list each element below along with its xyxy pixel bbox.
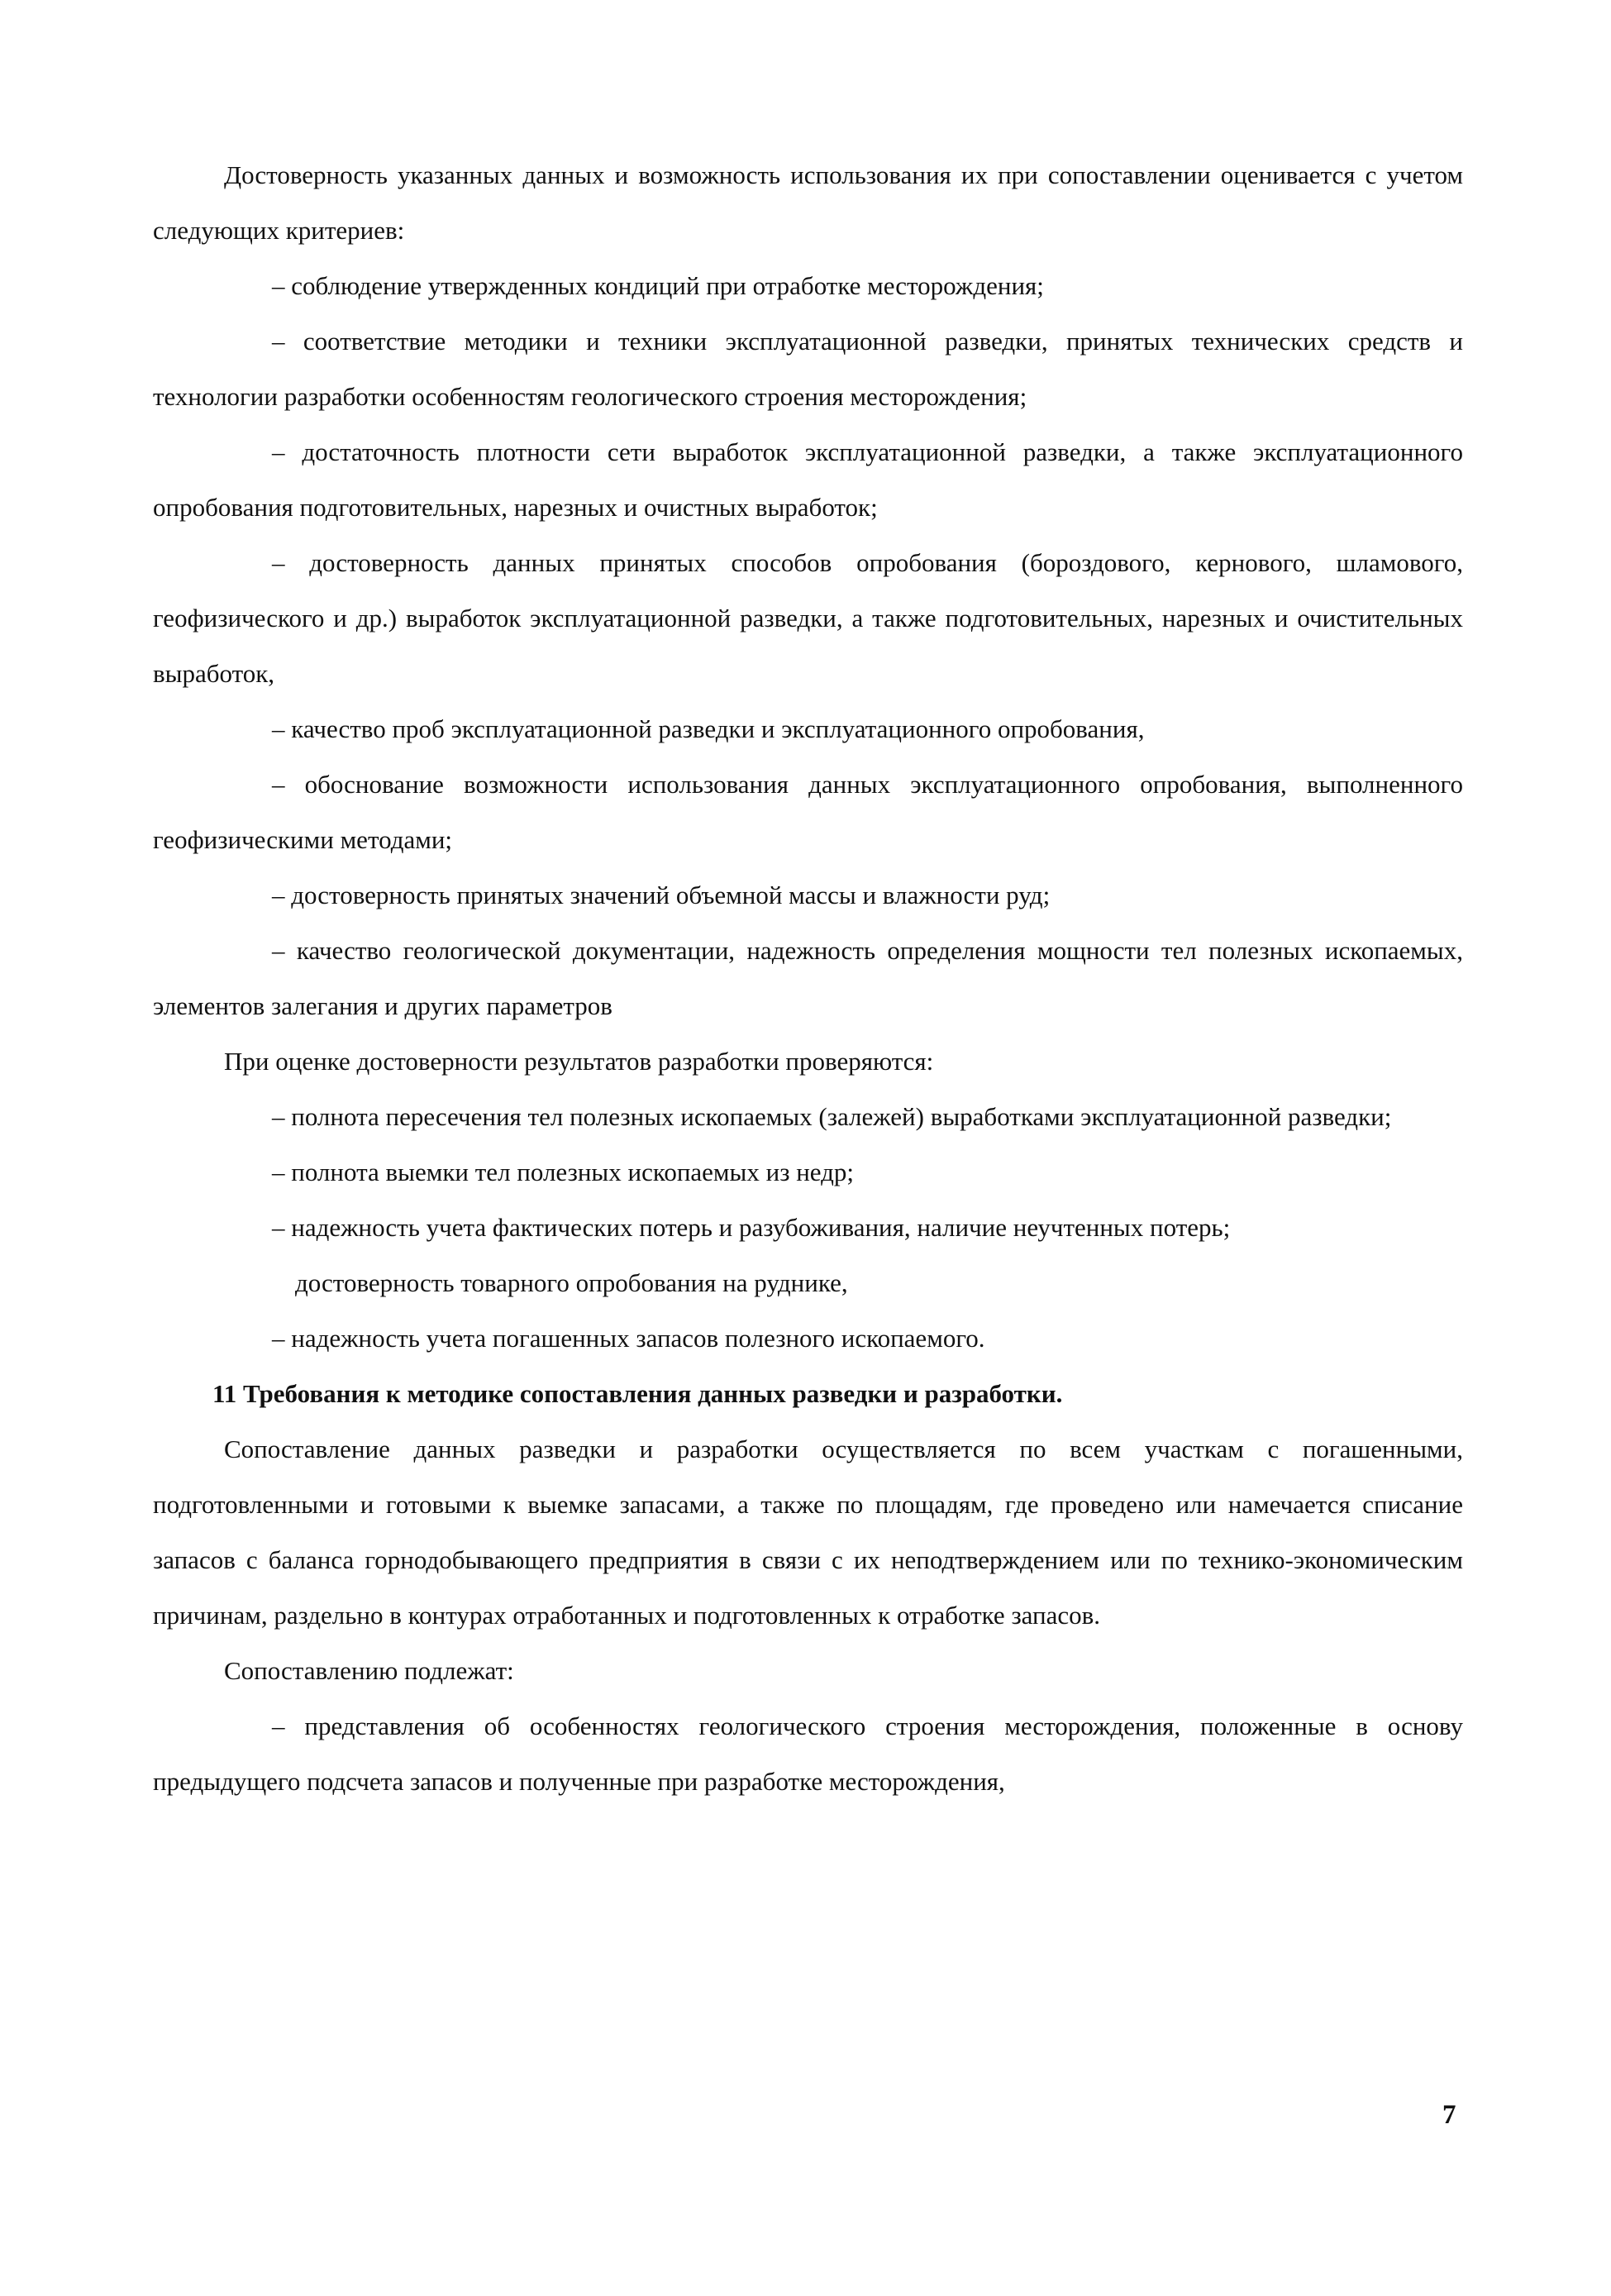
paragraph-results-check-intro: При оценке достоверности результатов разработки проверяются: [224,1047,934,1076]
list-item: – достоверность данных принятых способов опробования (бороздового, кернового, шламового, геофизического и др.) выработок эксплуатационной разведки, а также подготовительных, нарезных и очистительных выработок, [153,548,1463,688]
list-item: – обоснование возможности использования данных эксплуатационного опробования, выполненного геофизическими методами; [153,770,1463,854]
list-item: – соответствие методики и техники эксплуатационной разведки, принятых технических средств и технологии разработки особенностям геологического строения месторождения; [153,327,1463,411]
list-item: – качество проб эксплуатационной разведки и эксплуатационного опробования, [272,714,1145,743]
list-item: – соблюдение утвержденных кондиций при отработке месторождения; [272,271,1044,300]
page-content [153,147,1463,1809]
list-item: – полнота выемки тел полезных ископаемых из недр; [272,1158,855,1186]
list-item: – качество геологической документации, надежность определения мощности тел полезных ископаемых, элементов залегания и других параметров [153,936,1463,1020]
list-item-continuation: достоверность товарного опробования на руднике, [295,1268,848,1297]
paragraph-subject-intro: Сопоставлению подлежат: [224,1656,514,1685]
page-number: 7 [1442,2100,1456,2130]
paragraph-criteria-intro: Достоверность указанных данных и возможность использования их при сопоставлении оценивается с учетом следующих критериев: [153,160,1463,245]
paragraph-comparison: Сопоставление данных разведки и разработки осуществляется по всем участкам с погашенными, подготовленными и готовыми к выемке запасами, а также по площадям, где проведено или намечается списание запасов с баланса горнодобывающего предприятия в связи с их неподтверждением или по технико-экономическим причинам, раздельно в контурах отработанных и подготовленных к отработке запасов. [153,1434,1463,1630]
list-item: – представления об особенностях геологического строения месторождения, положенные в основу предыдущего подсчета запасов и полученные при разработке месторождения, [153,1711,1463,1796]
list-item: – полнота пересечения тел полезных ископаемых (залежей) выработками эксплуатационной разведки; [272,1102,1392,1131]
section-heading: 11 Требования к методике сопоставления данных разведки и разработки. [212,1379,1063,1408]
list-item: – надежность учета погашенных запасов полезного ископаемого. [272,1324,985,1353]
list-item: – достоверность принятых значений объемной массы и влажности руд; [272,881,1051,909]
list-item: – надежность учета фактических потерь и разубоживания, наличие неучтенных потерь; [272,1213,1231,1242]
list-item: – достаточность плотности сети выработок эксплуатационной разведки, а также эксплуатационного опробования подготовительных, нарезных и очистных выработок; [153,437,1463,522]
